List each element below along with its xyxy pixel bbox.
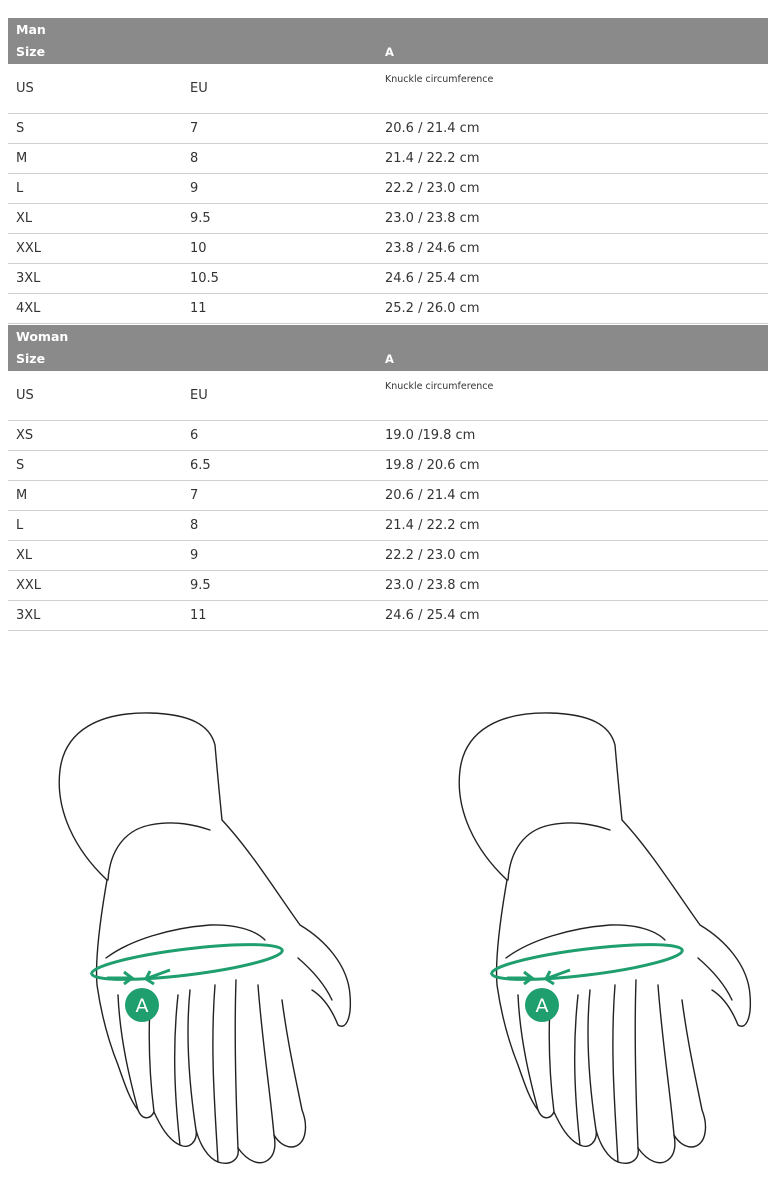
eu-header: EU bbox=[190, 81, 208, 96]
table-row bbox=[8, 174, 768, 204]
eu-size: 8 bbox=[190, 518, 199, 533]
table-row bbox=[8, 264, 768, 294]
hand-measurement-icon bbox=[450, 700, 760, 1170]
eu-size: 8 bbox=[190, 151, 199, 166]
size-label: Size bbox=[16, 351, 46, 366]
marker-label: A bbox=[535, 995, 549, 1017]
us-size: S bbox=[16, 458, 25, 473]
us-size: XXL bbox=[16, 241, 42, 256]
knuckle-value: 24.6 / 25.4 cm bbox=[385, 271, 480, 286]
us-header: US bbox=[16, 81, 34, 96]
knuckle-header: Knuckle circumference bbox=[385, 74, 494, 85]
table-row bbox=[8, 571, 768, 601]
eu-size: 9.5 bbox=[190, 578, 211, 593]
table-row bbox=[8, 144, 768, 174]
eu-size: 7 bbox=[190, 121, 199, 136]
table-header bbox=[8, 325, 768, 371]
knuckle-value: 23.0 / 23.8 cm bbox=[385, 578, 480, 593]
knuckle-value: 20.6 / 21.4 cm bbox=[385, 488, 480, 503]
knuckle-value: 19.8 / 20.6 cm bbox=[385, 458, 480, 473]
eu-size: 6.5 bbox=[190, 458, 211, 473]
knuckle-value: 25.2 / 26.0 cm bbox=[385, 301, 480, 316]
us-header: US bbox=[16, 388, 34, 403]
knuckle-value: 19.0 /19.8 cm bbox=[385, 428, 476, 443]
us-size: 3XL bbox=[16, 608, 41, 623]
us-size: XL bbox=[16, 548, 33, 563]
size-table-man bbox=[8, 18, 768, 324]
table-row bbox=[8, 541, 768, 571]
knuckle-value: 23.0 / 23.8 cm bbox=[385, 211, 480, 226]
table-row bbox=[8, 601, 768, 631]
table-row bbox=[8, 234, 768, 264]
us-size: XS bbox=[16, 428, 34, 443]
knuckle-value: 22.2 / 23.0 cm bbox=[385, 181, 480, 196]
eu-size: 9 bbox=[190, 181, 199, 196]
us-size: XL bbox=[16, 211, 33, 226]
eu-size: 10 bbox=[190, 241, 207, 256]
table-row bbox=[8, 481, 768, 511]
table-header bbox=[8, 18, 768, 64]
eu-header: EU bbox=[190, 388, 208, 403]
size-table-woman bbox=[8, 325, 768, 631]
column-a-label: A bbox=[385, 352, 394, 366]
knuckle-value: 21.4 / 22.2 cm bbox=[385, 518, 480, 533]
hand-measurement-icon bbox=[50, 700, 360, 1170]
knuckle-value: 22.2 / 23.0 cm bbox=[385, 548, 480, 563]
eu-size: 9.5 bbox=[190, 211, 211, 226]
us-size: L bbox=[16, 518, 24, 533]
eu-size: 10.5 bbox=[190, 271, 219, 286]
table-row bbox=[8, 204, 768, 234]
marker-label: A bbox=[135, 995, 149, 1017]
knuckle-value: 21.4 / 22.2 cm bbox=[385, 151, 480, 166]
table-row bbox=[8, 294, 768, 324]
us-size: L bbox=[16, 181, 24, 196]
us-size: M bbox=[16, 488, 28, 503]
us-size: 4XL bbox=[16, 301, 41, 316]
us-size: S bbox=[16, 121, 25, 136]
us-size: M bbox=[16, 151, 28, 166]
eu-size: 7 bbox=[190, 488, 199, 503]
group-label: Woman bbox=[16, 329, 69, 344]
knuckle-header: Knuckle circumference bbox=[385, 381, 494, 392]
knuckle-value: 23.8 / 24.6 cm bbox=[385, 241, 480, 256]
size-label: Size bbox=[16, 44, 46, 59]
table-row bbox=[8, 421, 768, 451]
hand-illustrations bbox=[0, 700, 768, 1180]
table-row bbox=[8, 511, 768, 541]
table-row bbox=[8, 114, 768, 144]
subheader-row bbox=[8, 64, 768, 114]
subheader-row bbox=[8, 371, 768, 421]
group-label: Man bbox=[16, 22, 46, 37]
table-row bbox=[8, 451, 768, 481]
eu-size: 11 bbox=[190, 301, 207, 316]
us-size: XXL bbox=[16, 578, 42, 593]
eu-size: 9 bbox=[190, 548, 199, 563]
eu-size: 6 bbox=[190, 428, 199, 443]
knuckle-value: 20.6 / 21.4 cm bbox=[385, 121, 480, 136]
us-size: 3XL bbox=[16, 271, 41, 286]
column-a-label: A bbox=[385, 45, 394, 59]
knuckle-value: 24.6 / 25.4 cm bbox=[385, 608, 480, 623]
eu-size: 11 bbox=[190, 608, 207, 623]
